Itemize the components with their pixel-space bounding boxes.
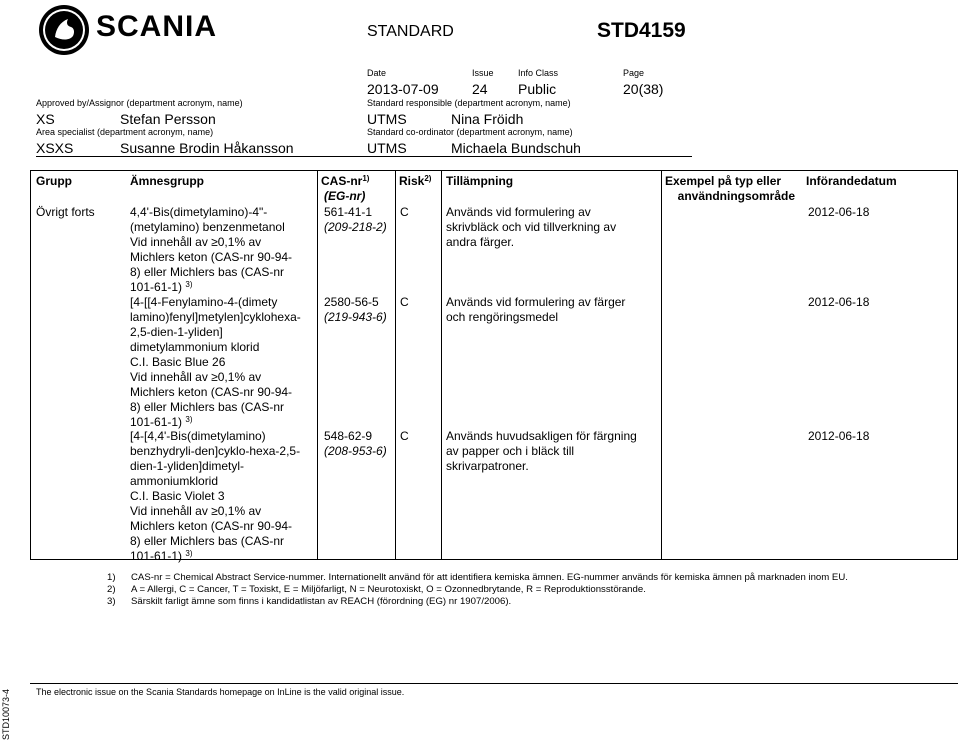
- info-class-value: Public: [518, 81, 557, 97]
- header-cas: CAS-$nr^{1)}$: [321, 174, 370, 188]
- application-cell: Används huvudsakligen för färgning av papper och i bläck till skrivarpatroner.: [446, 429, 637, 473]
- page-label: Page: [623, 68, 645, 78]
- date-label: Date: [367, 68, 387, 78]
- header-anvandningsomrade: användningsområde: [677, 189, 795, 203]
- header-divider: [36, 156, 692, 157]
- date-cell: 2012-06-18: [808, 429, 870, 443]
- approved-label: Approved by/Assignor (department acronym, name): [36, 98, 243, 108]
- info-class-label: Info Class: [518, 68, 559, 78]
- specialist-dept: XSXS: [36, 140, 74, 156]
- date-cell: 2012-06-18: [808, 295, 870, 309]
- specialist-label: Area specialist (department acronym, name): [36, 127, 214, 137]
- responsible-name: Nina Fröidh: [451, 111, 524, 127]
- substance-cell: 4,4'-Bis(dimetylamino)-4"- (metylamino) benzenmetanol Vid innehåll av ≥0,1% av Michlers keton (CAS-nr 90-94- 8) eller Michlers bas (CAS-nr 101-61-1) $^{3)}$: [130, 205, 293, 294]
- table-left-border: [30, 170, 31, 560]
- risk-cell: C: [400, 295, 409, 309]
- header-inforandedatum: Införandedatum: [806, 174, 897, 188]
- scania-logo-text: SCANIA: [96, 10, 218, 43]
- footnote-text: Särskilt farligt ämne som finns i kandidatlistan av REACH (förordning (EG) nr 1907/2006).: [131, 596, 512, 607]
- coordinator-name: Michaela Bundschuh: [451, 140, 581, 156]
- issue-value: 24: [472, 81, 488, 97]
- column-divider: [661, 170, 662, 560]
- eg-cell: (208-953-6): [324, 444, 387, 458]
- coordinator-dept: UTMS: [367, 140, 407, 156]
- cas-cell: 2580-56-5: [324, 295, 379, 309]
- document-number: STD4159: [597, 19, 686, 42]
- footnote-text: CAS-nr = Chemical Abstract Service-nummer. Internationellt använd för att identifiera kemiska ämnen. EG-nummer används för kemiska ämnen på marknaden inom EU.: [131, 572, 848, 583]
- header-grupp: Grupp: [36, 174, 72, 188]
- substance-cell: [4-[4,4'-Bis(dimetylamino) benzhydryli-den]cyklo-hexa-2,5- dien-1-yliden]dimetyl- ammoniumklorid C.I. Basic Violet 3 Vid innehåll av ≥0,1% av Michlers keton (CAS-nr 90-94- 8) eller Michlers bas (CAS-nr 101-61-1) $^{3)}$: [130, 429, 301, 563]
- responsible-dept: UTMS: [367, 111, 407, 127]
- risk-cell: C: [400, 205, 409, 219]
- date-value: 2013-07-09: [367, 81, 439, 97]
- document-type: STANDARD: [367, 23, 454, 40]
- eg-cell: (219-943-6): [324, 310, 387, 324]
- header-exempel: Exempel på typ eller: [665, 174, 782, 188]
- substance-cell: [4-[[4-Fenylamino-4-(dimety lamino)fenyl]metylen]cyklohexa- 2,5-dien-1-yliden] dimetylammonium klorid C.I. Basic Blue 26 Vid innehåll av ≥0,1% av Michlers keton (CAS-nr 90-94- 8) eller Michlers bas (CAS-nr 101-61-1) $^{3)}$: [130, 295, 301, 429]
- risk-cell: C: [400, 429, 409, 443]
- column-divider: [317, 170, 318, 560]
- cas-cell: 548-62-9: [324, 429, 373, 443]
- application-cell: Används vid formulering av färger och rengöringsmedel: [446, 295, 626, 324]
- footnote-number: 3): [107, 596, 116, 607]
- footnote-number: 2): [107, 584, 116, 595]
- footer-notice: The electronic issue on the Scania Standards homepage on InLine is the valid original issue.: [36, 687, 405, 697]
- eg-cell: (209-218-2): [324, 220, 387, 234]
- table-top-border: [30, 170, 958, 171]
- header-amnesgrupp: Ämnesgrupp: [130, 174, 205, 188]
- date-cell: 2012-06-18: [808, 205, 870, 219]
- issue-label: Issue: [472, 68, 494, 78]
- page-value: 20(38): [623, 81, 664, 97]
- column-divider: [395, 170, 396, 560]
- side-document-code: STD10073-4: [1, 688, 11, 740]
- header-risk: Risk$^{2)}$: [399, 174, 432, 188]
- specialist-name: Susanne Brodin Håkansson: [120, 140, 294, 156]
- cas-cell: 561-41-1: [324, 205, 373, 219]
- footnote-number: 1): [107, 572, 116, 583]
- footnote-text: A = Allergi, C = Cancer, T = Toxiskt, E = Miljöfarligt, N = Neurotoxiskt, O = Ozonnedbrytande, R = Reproduktionsstörande.: [131, 584, 646, 595]
- approved-dept: XS: [36, 111, 55, 127]
- coordinator-label: Standard co-ordinator (department acronym, name): [367, 127, 573, 137]
- group-cell: Övrigt forts: [36, 205, 95, 219]
- approved-name: Stefan Persson: [120, 111, 216, 127]
- footer-divider: [30, 683, 958, 684]
- header-eg: (EG-nr): [324, 189, 366, 203]
- scania-griffin-logo-icon: [38, 4, 90, 56]
- application-cell: Används vid formulering av skrivbläck och vid tillverkning av andra färger.: [446, 205, 617, 249]
- responsible-label: Standard responsible (department acronym, name): [367, 98, 571, 108]
- column-divider: [441, 170, 442, 560]
- table-right-border: [957, 170, 958, 560]
- header-tillampning: Tillämpning: [446, 174, 514, 188]
